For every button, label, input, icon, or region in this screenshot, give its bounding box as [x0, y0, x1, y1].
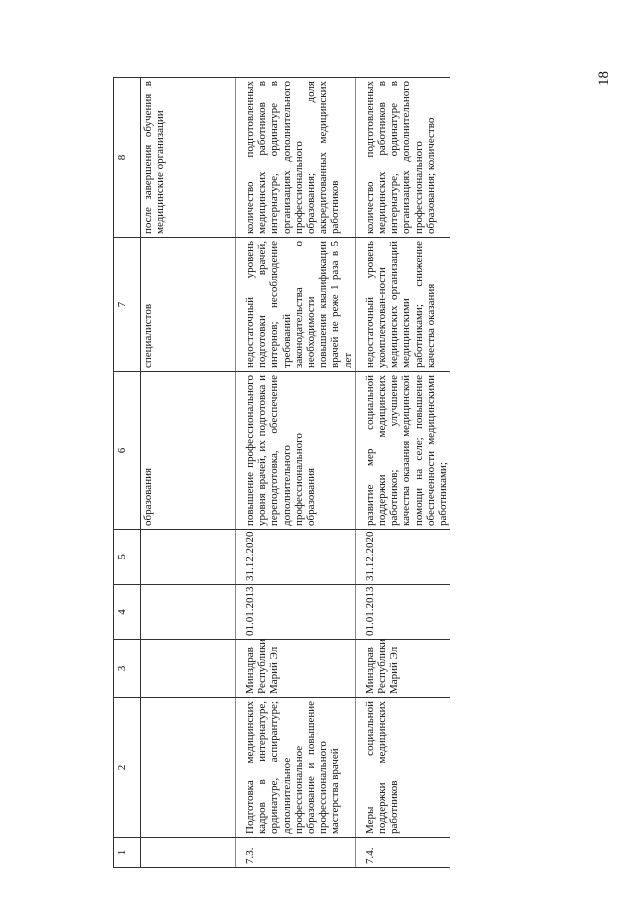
- executor: Минздрав Республики Марий Эл: [355, 640, 450, 698]
- start-date: 01.01.2013: [355, 585, 450, 640]
- rotated-table-sheet: [113, 78, 633, 868]
- table-row: [236, 78, 356, 868]
- measure-name: Меры социальной поддержки медицинских работников: [355, 698, 450, 838]
- row-number: 7.3.: [236, 838, 356, 868]
- consequences: недостаточный уровень подготовки врачей, интернов; несоблюдение требований законодательства о необходимости повышения квалификации врачей не реже 1 раза в 5 лет: [236, 238, 356, 372]
- header-col-8: 8: [114, 78, 141, 238]
- header-col-1: 1: [114, 838, 141, 868]
- header-col-4: 4: [114, 585, 141, 640]
- executor: Минздрав Республики Марий Эл: [236, 640, 356, 698]
- row-number: 7.4.: [355, 838, 450, 868]
- table-row: [355, 78, 450, 868]
- header-col-7: 7: [114, 238, 141, 372]
- header-row: [114, 78, 141, 868]
- start-date: 01.01.2013: [236, 585, 356, 640]
- header-col-5: 5: [114, 530, 141, 585]
- continuation-result: образования: [141, 372, 236, 530]
- header-col-2: 2: [114, 698, 141, 838]
- measure-name: Подготовка медицинских кадров в интернатуре, ординатуре, аспирантуре; дополнительное профессиональное образование и повышение профессионального мастерства врачей: [236, 698, 356, 838]
- indicators: количество подготовленных медицинских работников в интернатуре, ординатуре в организациях дополнительного профессионального образования; количество: [355, 78, 450, 238]
- expected-result: развитие мер социальной поддержки медицинских работников; улучшение качества оказания медицинской помощи на селе; повышение обеспеченности медицинскими работниками;: [355, 372, 450, 530]
- header-col-3: 3: [114, 640, 141, 698]
- header-col-6: 6: [114, 372, 141, 530]
- continuation-row: [141, 78, 236, 868]
- expected-result: повышение профессионального уровня врачей, их подготовка и переподготовка, обеспечение дополнительного профессионального образования: [236, 372, 356, 530]
- continuation-consequences: специалистов: [141, 238, 236, 372]
- consequences: недостаточный уровень укомплектован-ности медицинских организаций медицинскими работниками; снижение качества оказания: [355, 238, 450, 372]
- continuation-indicators: после завершения обучения в медицинские организации: [141, 78, 236, 238]
- end-date: 31.12.2020: [236, 530, 356, 585]
- program-table: [113, 77, 450, 868]
- end-date: 31.12.2020: [355, 530, 450, 585]
- indicators: количество подготовленных медицинских работников в интернатуре, ординатуре в организациях дополнительного профессионального образования; доля аккредитованных медицинских работников: [236, 78, 356, 238]
- page-number: 18: [596, 71, 612, 86]
